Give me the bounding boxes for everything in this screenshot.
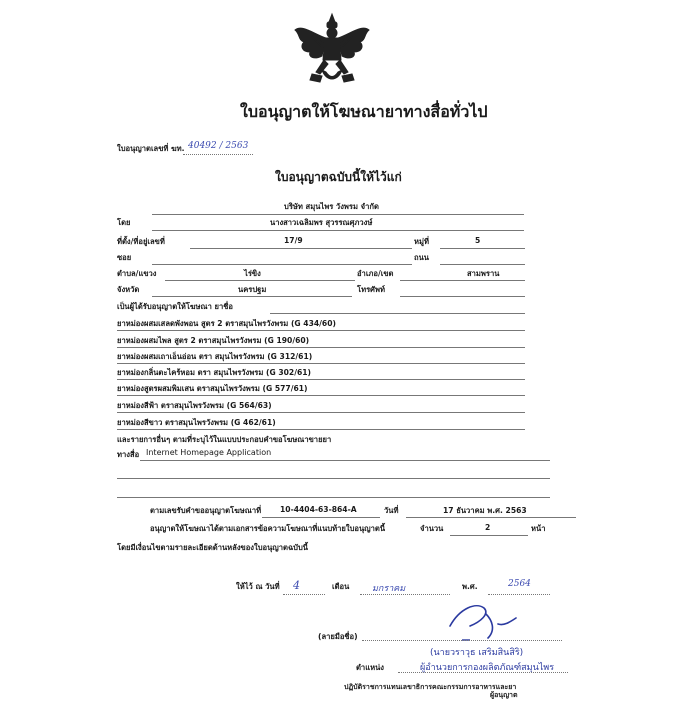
page-count-line (450, 535, 528, 536)
garuda-emblem-icon (292, 12, 372, 90)
drug-line (117, 330, 525, 331)
province-value: นครปฐม (238, 285, 267, 294)
drug-item: ยาหม่องสีฟ้า ตราสมุนไพรวังพรม (G 564/63) (117, 401, 272, 410)
position-label: ตำแหน่ง (356, 663, 384, 672)
issue-year-line (488, 594, 550, 595)
page-count-label: จำนวน (420, 524, 444, 533)
issue-month-line (360, 594, 450, 595)
issue-year-label: พ.ศ. (462, 582, 478, 591)
signature-label: (ลายมือชื่อ) (318, 632, 358, 641)
subdistrict-line (165, 280, 355, 281)
signer-name: (นายวราวุธ เสริมสินสิริ) (430, 648, 524, 658)
address-line (190, 248, 412, 249)
company-line (152, 214, 524, 215)
address-label: ที่ตั้ง/ที่อยู่เลขที่ (117, 237, 165, 246)
position-value: ผู้อำนวยการกองผลิตภัณฑ์สมุนไพร (420, 663, 555, 673)
request-no-value: 10-4404-63-864-A (280, 505, 357, 514)
media-line-3 (117, 497, 550, 498)
permit-text: อนุญาตให้โฆษณาได้ตามเอกสารข้อความโฆษณาที่แนบท้ายใบอนุญาตนี้ (150, 524, 386, 533)
request-no-label: ตามเลขรับคำขออนุญาตโฆษณาที่ (150, 506, 262, 515)
drug-line (117, 363, 525, 364)
drug-line (117, 379, 525, 380)
soi-line (152, 264, 412, 265)
address-value: 17/9 (284, 236, 303, 245)
issue-month-value: มกราคม (372, 584, 406, 594)
phone-line (400, 296, 525, 297)
condition-text: โดยมีเงื่อนไขตามรายละเอียดด้านหลังของใบอนุญาตฉบับนี้ (117, 543, 308, 552)
road-label: ถนน (414, 253, 429, 262)
request-date-value: 17 ธันวาคม พ.ศ. 2563 (443, 506, 527, 515)
signature-line (362, 640, 562, 641)
moo-line (440, 248, 525, 249)
media-line (140, 460, 550, 461)
request-no-line (262, 517, 380, 518)
drug-item: ยาหม่องสูตรผสมพิมเสน ตราสมุนไพรวังพรม (G 577/61) (117, 384, 308, 393)
license-no-value: 40492 / 2563 (188, 141, 249, 151)
drug-item: ยาหม่องผสมเถาเอ็นอ่อน ตรา สมุนไพรวังพรม (G 312/61) (117, 352, 313, 361)
issue-year-value: 2564 (508, 579, 531, 589)
document-title: ใบอนุญาตให้โฆษณายาทางสื่อทั่วไป (240, 102, 488, 121)
moo-value: 5 (475, 236, 481, 245)
license-no-line (183, 154, 253, 155)
other-items-text: และรายการอื่นๆ ตามที่ระบุไว้ในแบบประกอบคำขอโฆษณาขายยา (117, 435, 332, 444)
drug-line (117, 347, 525, 348)
drug-line (117, 429, 525, 430)
media-line-2 (117, 478, 550, 479)
soi-label: ซอย (117, 253, 132, 262)
request-date-label: วันที่ (384, 506, 399, 515)
issue-month-label: เดือน (332, 582, 350, 591)
acting-for-text: ปฏิบัติราชการแทนเลขาธิการคณะกรรมการอาหารและยา (344, 683, 517, 691)
district-line (400, 280, 525, 281)
province-line (152, 296, 352, 297)
issue-day-value: 4 (293, 579, 300, 592)
license-no-label: ใบอนุญาตเลขที่ ฆท. (117, 144, 185, 153)
by-line (152, 230, 524, 231)
company-name: บริษัท สมุนไพร วังพรม จำกัด (284, 202, 379, 211)
drug-item: ยาหม่องผสมไพล สูตร 2 ตราสมุนไพรวังพรม (G 190/60) (117, 336, 310, 345)
drug-intro: เป็นผู้ได้รับอนุญาตให้โฆษณา ยาชื่อ (117, 302, 233, 311)
issue-day-line (283, 594, 325, 595)
drug-line (117, 395, 525, 396)
moo-label: หมู่ที่ (414, 237, 430, 246)
district-value: สามพราน (467, 269, 500, 278)
drug-line (117, 412, 525, 413)
drug-item: ยาหม่องสีขาว ตราสมุนไพรวังพรม (G 462/61) (117, 418, 276, 427)
page-label: หน้า (531, 524, 546, 533)
road-line (440, 264, 525, 265)
media-value: Internet Homepage Application (146, 448, 272, 457)
subtitle: ใบอนุญาตฉบับนี้ให้ไว้แก่ (275, 170, 402, 184)
request-date-line (406, 517, 576, 518)
signature-mark (440, 600, 520, 644)
drug-item: ยาหม่องผสมเสลดพังพอน สูตร 2 ตราสมุนไพรวังพรม (G 434/60) (117, 319, 336, 328)
drug-item: ยาหม่องกลิ่นตะไคร้หอม ตรา สมุนไพรวังพรม (G 302/61) (117, 368, 312, 377)
subdistrict-value: ไร่ขิง (244, 269, 261, 278)
position-line (398, 672, 568, 673)
district-label: อำเภอ/เขต (357, 269, 394, 278)
by-value: นางสาวเฉลิมพร สุวรรณศุภวงษ์ (270, 218, 373, 227)
drug-intro-line (270, 313, 525, 314)
by-label: โดย (117, 218, 131, 227)
licensor-label: ผู้อนุญาต (490, 691, 518, 699)
province-label: จังหวัด (117, 285, 140, 294)
subdistrict-label: ตำบล/แขวง (117, 269, 157, 278)
issue-given-label: ให้ไว้ ณ วันที่ (236, 582, 280, 591)
page-count-value: 2 (485, 523, 491, 532)
phone-label: โทรศัพท์ (357, 285, 385, 294)
media-label: ทางสื่อ (117, 450, 140, 459)
